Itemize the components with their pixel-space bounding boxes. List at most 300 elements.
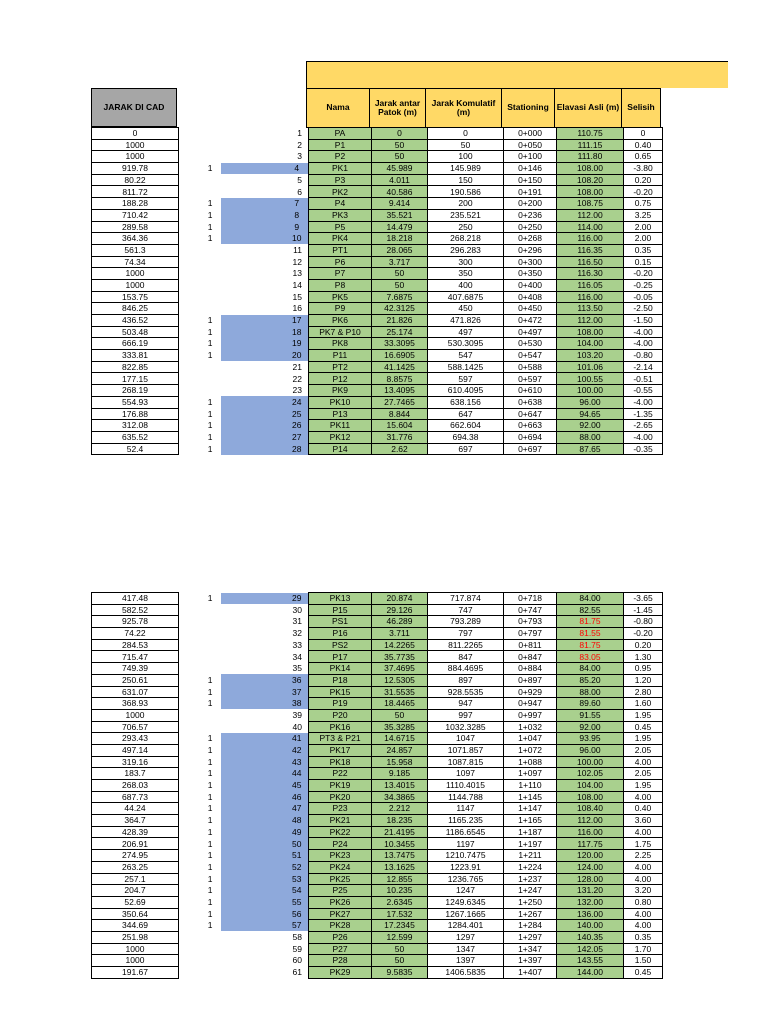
header-selisih: Selisih [622,89,661,128]
cell-jarak-antar: 9.414 [372,198,428,210]
table-row [92,780,663,792]
table-row [92,291,663,303]
cell-nama: PK3 [309,209,372,221]
cell-flag [179,361,221,373]
cell-selisih: 1.20 [624,674,663,686]
cell-jarak-komulatif: 610.4095 [428,385,504,397]
cell-cad-distance: 1000 [92,151,179,163]
table-row [92,338,663,350]
cell-stationing: 0+797 [504,628,557,640]
cell-nama: PK10 [309,396,372,408]
cell-nama: PK21 [309,815,372,827]
cell-elevasi: 92.00 [557,721,624,733]
cell-elevasi: 84.00 [557,593,624,605]
cell-jarak-komulatif: 1236.765 [428,873,504,885]
cell-nama: PS1 [309,616,372,628]
table-row [92,768,663,780]
cell-jarak-antar: 18.4465 [372,698,428,710]
cell-nama: P20 [309,709,372,721]
cell-elevasi: 116.00 [557,291,624,303]
table-row [92,420,663,432]
cell-stationing: 0+146 [504,163,557,175]
cell-elevasi: 120.00 [557,850,624,862]
cell-selisih: -1.50 [624,315,663,327]
cell-cad-distance: 191.67 [92,967,179,979]
table-row [92,943,663,955]
cell-stationing: 0+100 [504,151,557,163]
cell-elevasi: 112.00 [557,315,624,327]
table-row [92,396,663,408]
cell-flag: 1 [207,396,213,407]
cell-cad-distance: 497.14 [92,744,179,756]
table-row [92,326,663,338]
cell-elevasi: 81.75 [557,639,624,651]
cell-jarak-antar: 0 [372,128,428,140]
cell-row-number: 58 [292,932,302,943]
cell-elevasi: 110.75 [557,128,624,140]
cell-jarak-antar: 50 [372,955,428,967]
cell-elevasi: 108.00 [557,326,624,338]
cell-nama: P22 [309,768,372,780]
cell-jarak-antar: 25.174 [372,326,428,338]
cell-nama: PT3 & P21 [309,733,372,745]
cell-selisih: -3.65 [624,593,663,605]
cell-nama: P3 [309,174,372,186]
header-jarak-antar: Jarak antar Patok (m) [370,89,426,128]
cell-stationing: 1+247 [504,885,557,897]
cell-jarak-antar: 13.1625 [372,861,428,873]
cell-nama: P8 [309,279,372,291]
table-row [92,733,663,745]
cell-jarak-antar: 15.604 [372,420,428,432]
cell-selisih: -1.45 [624,604,663,616]
cell-row-number: 27 [221,431,309,443]
cell-selisih: 3.60 [624,815,663,827]
cell-jarak-antar: 50 [372,709,428,721]
table-row [92,838,663,850]
cell-elevasi: 88.00 [557,686,624,698]
cell-selisih: 0.45 [624,967,663,979]
cell-elevasi: 96.00 [557,744,624,756]
cell-selisih: 4.00 [624,873,663,885]
cell-flag [179,244,221,256]
cell-flag: 1 [207,768,213,779]
cell-flag [179,128,221,140]
cell-elevasi: 85.20 [557,674,624,686]
table-row [92,826,663,838]
cell-nama: PK14 [309,663,372,675]
cell-nama: P25 [309,885,372,897]
cell-row-number: 34 [292,651,302,662]
cell-jarak-komulatif: 588.1425 [428,361,504,373]
cell-elevasi: 82.55 [557,604,624,616]
cell-nama: PT1 [309,244,372,256]
cell-row-number: 32 [292,628,302,639]
cell-jarak-antar: 9.185 [372,768,428,780]
table-row [92,303,663,315]
cell-flag: 1 [207,198,213,209]
cell-nama: P4 [309,198,372,210]
cell-elevasi: 113.50 [557,303,624,315]
cell-row-number: 54 [221,885,309,897]
cell-stationing: 0+718 [504,593,557,605]
table-row [92,268,663,280]
cell-selisih: 1.50 [624,955,663,967]
cell-cad-distance: 710.42 [92,209,179,221]
cell-cad-distance: 417.48 [92,593,179,605]
cell-selisih: 2.25 [624,850,663,862]
cell-nama: P13 [309,408,372,420]
cell-elevasi: 140.00 [557,920,624,932]
cell-jarak-komulatif: 450 [428,303,504,315]
cell-stationing: 0+884 [504,663,557,675]
cell-flag [179,967,221,979]
cell-elevasi: 89.60 [557,698,624,710]
cell-flag: 1 [207,209,213,220]
cell-row-number: 50 [221,838,309,850]
cell-selisih: -0.55 [624,385,663,397]
cell-jarak-antar: 10.235 [372,885,428,897]
table-row [92,791,663,803]
cell-elevasi: 140.35 [557,931,624,943]
cell-cad-distance: 846.25 [92,303,179,315]
cell-nama: PK29 [309,967,372,979]
table-row [92,373,663,385]
cell-elevasi: 108.20 [557,174,624,186]
cell-jarak-antar: 7.6875 [372,291,428,303]
cell-selisih: 1.60 [624,698,663,710]
cell-row-number: 33 [292,639,302,650]
cell-flag: 1 [207,686,213,697]
cad-header-table [91,88,177,127]
cell-stationing: 0+250 [504,221,557,233]
table-row [92,431,663,443]
table-row [92,233,663,245]
header-nama: Nama [307,89,370,128]
cell-jarak-komulatif: 497 [428,326,504,338]
cell-row-number: 11 [293,244,302,255]
cell-stationing: 0+663 [504,420,557,432]
cell-nama: PK20 [309,791,372,803]
cell-jarak-komulatif: 300 [428,256,504,268]
cell-selisih: 4.00 [624,791,663,803]
cell-stationing: 0+200 [504,198,557,210]
cell-stationing: 0+647 [504,408,557,420]
table-row [92,920,663,932]
cell-jarak-antar: 41.1425 [372,361,428,373]
cell-row-number: 5 [297,174,302,185]
cell-stationing: 0+300 [504,256,557,268]
cell-nama: PT2 [309,361,372,373]
cell-selisih: 1.30 [624,651,663,663]
cell-row-number: 31 [292,616,302,627]
cell-nama: P14 [309,443,372,455]
cell-stationing: 0+530 [504,338,557,350]
cell-jarak-komulatif: 268.218 [428,233,504,245]
cell-row-number: 44 [221,768,309,780]
cell-stationing: 0+811 [504,639,557,651]
cell-stationing: 1+267 [504,908,557,920]
table-row [92,186,663,198]
cell-flag: 1 [207,733,213,744]
cell-flag: 1 [207,815,213,826]
cell-stationing: 1+397 [504,955,557,967]
cell-cad-distance: 1000 [92,709,179,721]
cell-cad-distance: 263.25 [92,861,179,873]
cell-stationing: 0+929 [504,686,557,698]
cell-jarak-komulatif: 997 [428,709,504,721]
cell-cad-distance: 582.52 [92,604,179,616]
table-row [92,279,663,291]
cell-flag [179,943,221,955]
cell-row-number: 49 [221,826,309,838]
cell-elevasi: 108.40 [557,803,624,815]
cell-row-number: 53 [221,873,309,885]
cell-jarak-komulatif: 1087.815 [428,756,504,768]
cell-cad-distance: 333.81 [92,350,179,362]
cell-cad-distance: 554.93 [92,396,179,408]
cell-flag: 1 [207,408,213,419]
cell-jarak-antar: 10.3455 [372,838,428,850]
cell-jarak-komulatif: 647 [428,408,504,420]
cell-nama: PA [309,128,372,140]
cell-jarak-antar: 16.6905 [372,350,428,362]
cell-flag: 1 [207,315,213,326]
cell-jarak-komulatif: 811.2265 [428,639,504,651]
cell-flag [179,931,221,943]
cell-flag: 1 [207,861,213,872]
data-table-2 [91,592,663,979]
cell-selisih: -0.05 [624,291,663,303]
cell-jarak-antar: 21.826 [372,315,428,327]
cell-row-number: 61 [292,967,302,978]
cell-selisih: -0.35 [624,443,663,455]
cell-jarak-antar: 29.126 [372,604,428,616]
cell-flag [179,663,221,675]
cell-elevasi: 87.65 [557,443,624,455]
cell-stationing: 0+296 [504,244,557,256]
cell-flag: 1 [207,431,213,442]
cell-jarak-antar: 13.7475 [372,850,428,862]
cell-row-number: 2 [297,139,302,150]
cell-row-number: 39 [292,709,302,720]
cell-jarak-antar: 17.532 [372,908,428,920]
cell-stationing: 1+347 [504,943,557,955]
cell-nama: PK8 [309,338,372,350]
cell-stationing: 1+032 [504,721,557,733]
cell-stationing: 0+472 [504,315,557,327]
header-elevasi: Elavasi Asli (m) [555,89,622,128]
cell-row-number: 47 [221,803,309,815]
cell-elevasi: 101.06 [557,361,624,373]
cell-jarak-komulatif: 1165.235 [428,815,504,827]
cell-stationing: 0+897 [504,674,557,686]
cell-elevasi: 128.00 [557,873,624,885]
cell-elevasi: 92.00 [557,420,624,432]
cell-flag [179,628,221,640]
cell-jarak-antar: 35.3285 [372,721,428,733]
cell-selisih: 0.65 [624,151,663,163]
cell-flag [179,186,221,198]
cell-nama: PK17 [309,744,372,756]
table-row [92,361,663,373]
cell-jarak-komulatif: 400 [428,279,504,291]
cell-row-number: 37 [221,686,309,698]
cell-jarak-komulatif: 1249.6345 [428,896,504,908]
table-row [92,674,663,686]
cell-nama: PK23 [309,850,372,862]
cell-elevasi: 108.75 [557,198,624,210]
cell-flag: 1 [207,873,213,884]
cell-flag: 1 [207,233,213,244]
cell-nama: P5 [309,221,372,233]
cell-stationing: 0+497 [504,326,557,338]
cell-jarak-antar: 15.958 [372,756,428,768]
cell-selisih: 2.05 [624,744,663,756]
cell-selisih: 0 [624,128,663,140]
cell-jarak-komulatif: 947 [428,698,504,710]
cell-elevasi: 116.35 [557,244,624,256]
cell-flag: 1 [207,326,213,337]
cell-elevasi: 81.75 [557,616,624,628]
cell-nama: P9 [309,303,372,315]
cell-jarak-antar: 31.776 [372,431,428,443]
table-row [92,604,663,616]
cell-nama: PK22 [309,826,372,838]
cell-jarak-komulatif: 1097 [428,768,504,780]
cell-selisih: 0.35 [624,244,663,256]
cell-nama: PK2 [309,186,372,198]
cell-cad-distance: 312.08 [92,420,179,432]
cell-nama: PK26 [309,896,372,908]
cell-nama: PK1 [309,163,372,175]
cell-row-number: 43 [221,756,309,768]
cell-row-number: 22 [292,373,302,384]
cell-selisih: -3.80 [624,163,663,175]
cell-elevasi: 96.00 [557,396,624,408]
cell-row-number: 40 [292,721,302,732]
cell-row-number: 36 [221,674,309,686]
cell-elevasi: 102.05 [557,768,624,780]
cell-stationing: 1+047 [504,733,557,745]
cell-cad-distance: 925.78 [92,616,179,628]
cell-stationing: 1+187 [504,826,557,838]
table-row [92,244,663,256]
cell-nama: P18 [309,674,372,686]
table-row [92,850,663,862]
cell-jarak-komulatif: 1210.7475 [428,850,504,862]
cell-row-number: 21 [292,361,302,372]
cell-jarak-komulatif: 250 [428,221,504,233]
cell-nama: P7 [309,268,372,280]
cell-cad-distance: 44.24 [92,803,179,815]
cell-cad-distance: 1000 [92,955,179,967]
cell-cad-distance: 368.93 [92,698,179,710]
cell-row-number: 52 [221,861,309,873]
cell-jarak-komulatif: 100 [428,151,504,163]
table-row [92,651,663,663]
cell-cad-distance: 631.07 [92,686,179,698]
cell-flag [179,955,221,967]
cell-jarak-antar: 2.212 [372,803,428,815]
cell-stationing: 0+150 [504,174,557,186]
cell-elevasi: 111.80 [557,151,624,163]
cell-jarak-komulatif: 530.3095 [428,338,504,350]
cell-jarak-antar: 14.2265 [372,639,428,651]
cell-stationing: 1+110 [504,780,557,792]
cell-row-number: 35 [292,663,302,674]
cell-jarak-antar: 20.874 [372,593,428,605]
cell-nama: P15 [309,604,372,616]
cell-flag: 1 [207,698,213,709]
cell-flag: 1 [207,745,213,756]
cell-flag [179,721,221,733]
cell-cad-distance: 251.98 [92,931,179,943]
cell-flag: 1 [207,896,213,907]
cell-nama: P19 [309,698,372,710]
cell-stationing: 0+997 [504,709,557,721]
cell-elevasi: 103.20 [557,350,624,362]
cell-elevasi: 91.55 [557,709,624,721]
cell-row-number: 7 [221,198,309,210]
cell-nama: P17 [309,651,372,663]
cell-cad-distance: 1000 [92,279,179,291]
cell-jarak-antar: 50 [372,151,428,163]
cell-cad-distance: 344.69 [92,920,179,932]
cell-elevasi: 88.00 [557,431,624,443]
cell-cad-distance: 811.72 [92,186,179,198]
cell-flag: 1 [207,443,213,454]
cell-nama: PK4 [309,233,372,245]
cell-row-number: 45 [221,780,309,792]
cell-selisih: -4.00 [624,338,663,350]
cell-selisih: -2.50 [624,303,663,315]
cell-stationing: 0+050 [504,139,557,151]
cell-nama: PK28 [309,920,372,932]
cell-jarak-antar: 35.521 [372,209,428,221]
cell-flag [179,151,221,163]
cell-flag: 1 [207,163,213,174]
cell-stationing: 1+224 [504,861,557,873]
cell-jarak-antar: 37.4695 [372,663,428,675]
cell-jarak-komulatif: 717.874 [428,593,504,605]
cell-jarak-antar: 46.289 [372,616,428,628]
cell-cad-distance: 0 [92,128,179,140]
table-row [92,315,663,327]
cell-selisih: 4.00 [624,908,663,920]
cell-jarak-komulatif: 547 [428,350,504,362]
cell-selisih: 4.00 [624,861,663,873]
cell-stationing: 0+597 [504,373,557,385]
cell-jarak-antar: 9.5835 [372,967,428,979]
cell-stationing: 1+097 [504,768,557,780]
cell-stationing: 0+547 [504,350,557,362]
cell-cad-distance: 176.88 [92,408,179,420]
cell-nama: PK13 [309,593,372,605]
cell-selisih: -0.80 [624,350,663,362]
cell-jarak-komulatif: 296.283 [428,244,504,256]
cell-jarak-antar: 13.4015 [372,780,428,792]
cell-jarak-komulatif: 793.289 [428,616,504,628]
cell-jarak-komulatif: 1032.3285 [428,721,504,733]
cell-stationing: 1+197 [504,838,557,850]
cell-jarak-komulatif: 638.156 [428,396,504,408]
cell-elevasi: 100.00 [557,756,624,768]
cell-jarak-antar: 40.586 [372,186,428,198]
cell-row-number: 3 [297,151,302,162]
cell-row-number: 14 [292,280,302,291]
cell-flag: 1 [207,850,213,861]
